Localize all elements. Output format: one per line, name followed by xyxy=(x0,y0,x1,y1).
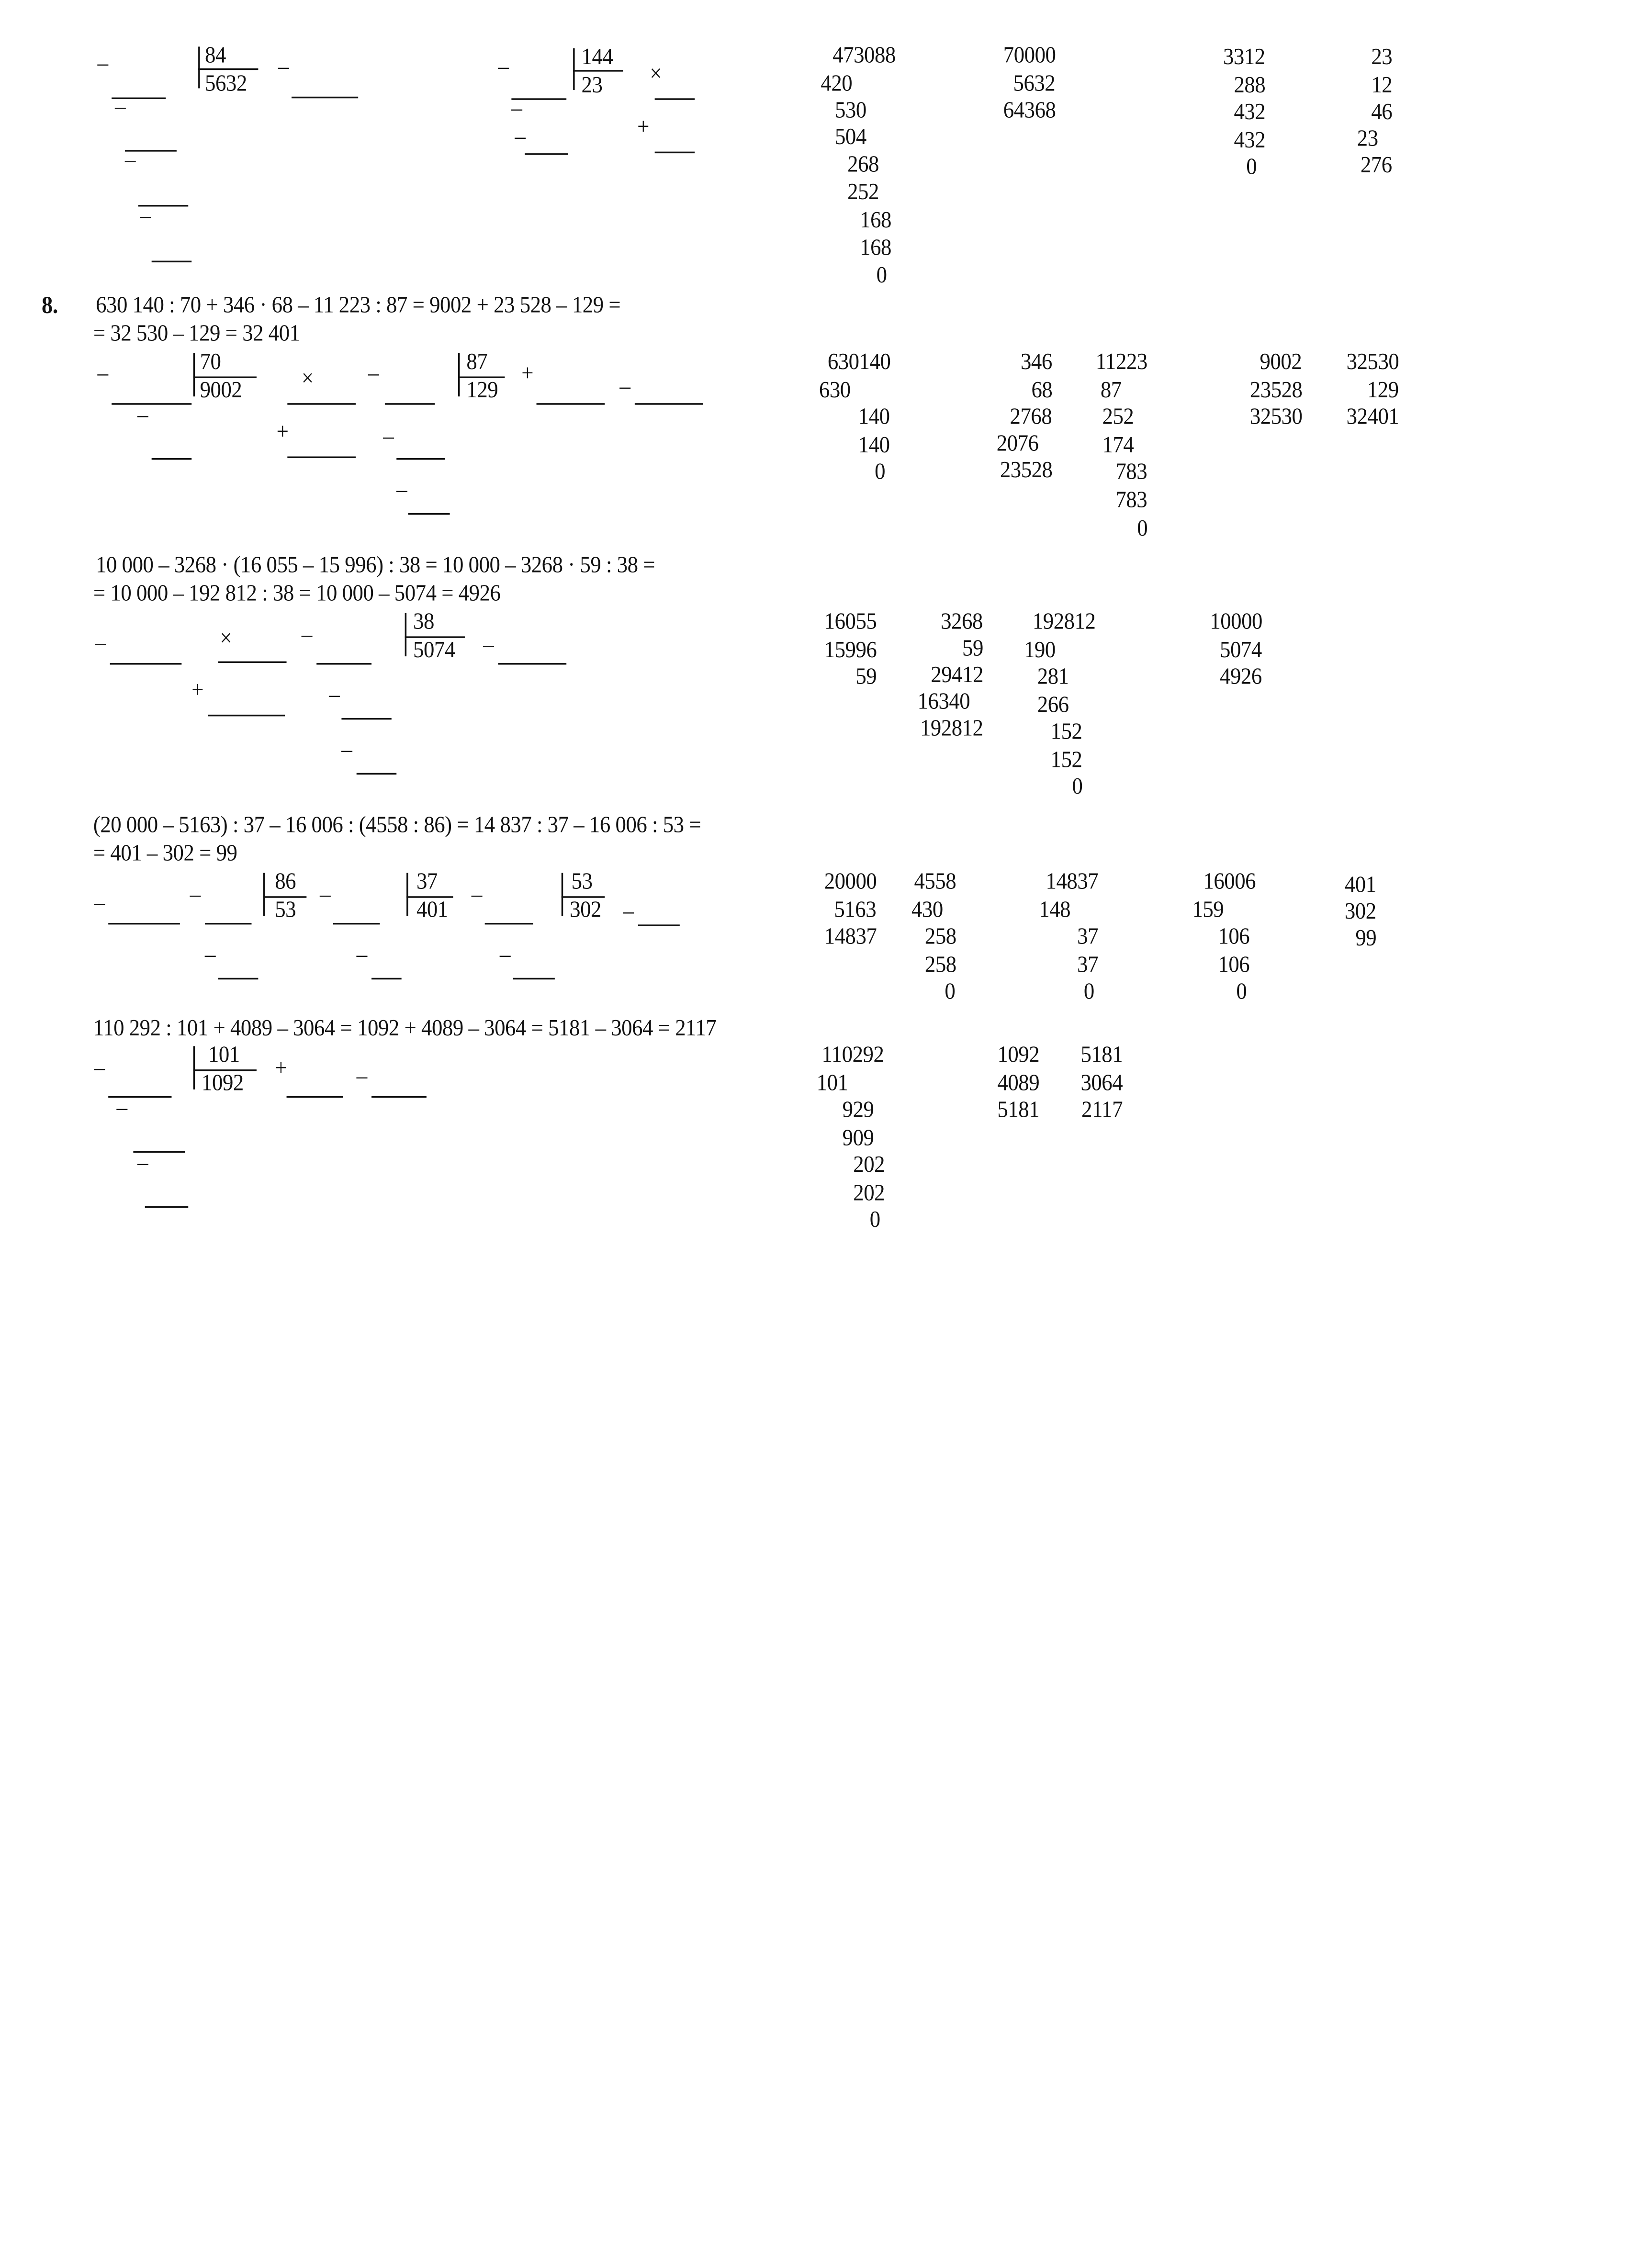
operator-sign: _ xyxy=(356,1055,367,1081)
digit-row: 5632 xyxy=(1013,70,1056,97)
rule-line xyxy=(316,663,371,664)
operator-sign: _ xyxy=(137,394,148,420)
digit-row: 0 xyxy=(1083,978,1094,1005)
operator-sign: _ xyxy=(125,139,135,165)
operator-sign: + xyxy=(276,419,289,445)
rule-line xyxy=(408,513,450,515)
digit-row: 106 xyxy=(1218,923,1250,950)
digit-row: 0 xyxy=(1236,978,1247,1005)
digit-row: 110292 xyxy=(821,1042,884,1068)
operator-sign: × xyxy=(220,625,232,651)
digit-row: 59 xyxy=(855,663,877,690)
digit-row: 11223 xyxy=(1095,349,1147,375)
digit-row: 101 xyxy=(816,1070,848,1096)
division-bar xyxy=(458,353,460,396)
digit-row: 288 xyxy=(1234,72,1266,99)
division-bar xyxy=(198,46,200,88)
step: 168 xyxy=(860,207,892,234)
digit-row: 192812 xyxy=(920,715,983,741)
digit-row: 32530 xyxy=(1346,349,1399,375)
expression-line: 110 292 : 101 + 4089 – 3064 = 1092 + 4089 – 3064 = 5181 – 3064 = 2117 xyxy=(93,1015,717,1041)
step: 504 xyxy=(835,124,867,150)
step: 168 xyxy=(860,235,892,261)
digit-row: 630 xyxy=(819,377,851,404)
division-bar xyxy=(193,353,195,396)
step: 268 xyxy=(847,151,879,178)
digit-row: 281 xyxy=(1037,663,1069,690)
division-bar xyxy=(573,48,574,90)
rule-line xyxy=(485,923,533,924)
rule-line xyxy=(108,923,180,924)
rule-line xyxy=(287,457,356,458)
operator-sign: _ xyxy=(95,622,106,648)
digit-row: 302 xyxy=(570,897,601,923)
divisor: 84 xyxy=(205,42,226,68)
digit-row: 276 xyxy=(1361,152,1392,179)
expression-line: 10 000 – 3268 · (16 055 – 15 996) : 38 = 10 000 – 3268 · 59 : 38 = xyxy=(96,552,655,578)
step: 252 xyxy=(847,179,879,205)
operator-sign: + xyxy=(191,677,204,703)
rule-line xyxy=(341,718,391,719)
digit-row: 64368 xyxy=(1003,97,1056,124)
divisor-line xyxy=(198,68,258,70)
digit-row: 783 xyxy=(1115,487,1147,513)
operator-sign: _ xyxy=(278,45,289,72)
operator-sign: _ xyxy=(623,890,634,916)
rule-line xyxy=(208,715,285,716)
digit-row: 29412 xyxy=(930,662,983,688)
digit-row: 5074 xyxy=(413,637,455,663)
operator-sign: _ xyxy=(619,365,630,392)
operator-sign: _ xyxy=(515,115,526,142)
digit-row: 430 xyxy=(911,897,944,923)
digit-row: 46 xyxy=(1371,99,1392,125)
rule-line xyxy=(218,978,259,979)
operator-sign: + xyxy=(521,360,534,387)
rule-line xyxy=(287,1096,343,1098)
digit-row: 37 xyxy=(1077,923,1098,950)
digit-row: 12 xyxy=(1371,72,1392,99)
rule-line xyxy=(292,97,358,98)
digit-row: 202 xyxy=(853,1152,885,1178)
digit-row: 4558 xyxy=(914,868,956,895)
digit-row: 346 xyxy=(1021,349,1053,375)
operator-sign: _ xyxy=(511,87,522,113)
digit-row: 909 xyxy=(842,1125,874,1151)
rule-line xyxy=(655,98,695,100)
operator-sign: _ xyxy=(94,882,105,908)
digit-row: 1092 xyxy=(998,1042,1040,1068)
division-bar xyxy=(263,873,265,916)
digit-row: 9002 xyxy=(1260,349,1303,375)
problem-number: 8. xyxy=(42,292,58,319)
operator-sign: + xyxy=(275,1055,287,1081)
rule-line xyxy=(152,458,192,460)
digit-row: 87 xyxy=(1100,377,1122,404)
operator-sign: _ xyxy=(356,933,367,960)
expression-line: = 10 000 – 192 812 : 38 = 10 000 – 5074 = 4926 xyxy=(93,580,501,606)
operator-sign: _ xyxy=(383,415,394,442)
rule-line xyxy=(525,153,568,155)
digit-row: 59 xyxy=(962,635,983,662)
digit-row: 23 xyxy=(1371,44,1392,70)
digit-row: 9002 xyxy=(200,377,242,404)
operator-sign: _ xyxy=(97,352,108,378)
rule-line xyxy=(655,152,695,153)
digit-row: 86 xyxy=(275,868,296,895)
operator-sign: _ xyxy=(115,86,126,112)
digit-row: 70000 xyxy=(1003,42,1056,68)
digit-row: 16340 xyxy=(917,688,970,715)
digit-row: 432 xyxy=(1234,127,1266,154)
operator-sign: _ xyxy=(140,195,151,221)
operator-sign: _ xyxy=(500,933,510,960)
digit-row: 152 xyxy=(1050,747,1082,773)
digit-row: 4089 xyxy=(998,1070,1040,1096)
digit-row: 23 xyxy=(1357,125,1378,152)
digit-row: 0 xyxy=(874,459,885,485)
digit-row: 4926 xyxy=(1220,663,1262,690)
rule-line xyxy=(396,458,445,460)
digit-row: 10000 xyxy=(1209,608,1262,635)
rule-line xyxy=(145,1206,188,1208)
digit-row: 20000 xyxy=(824,868,877,895)
digit-row: 783 xyxy=(1115,459,1147,485)
digit-row: 0 xyxy=(1136,516,1147,541)
digit-row: 37 xyxy=(416,868,438,895)
dividend: 473088 xyxy=(832,42,896,68)
digit-row: 87 xyxy=(466,349,488,375)
operator-sign: _ xyxy=(205,933,215,960)
digit-row: 14837 xyxy=(824,923,877,950)
rule-line xyxy=(110,663,182,664)
operator-sign: × xyxy=(650,61,662,87)
operator-sign: × xyxy=(301,365,314,392)
digit-row: 15996 xyxy=(824,637,877,663)
operator-sign: + xyxy=(637,114,649,140)
digit-row: 14837 xyxy=(1046,868,1098,895)
digit-row: 70 xyxy=(200,349,221,375)
digit-row: 2768 xyxy=(1010,404,1053,430)
digit-row: 5181 xyxy=(1081,1042,1123,1068)
digit-row: 99 xyxy=(1355,925,1376,952)
operator-sign: _ xyxy=(137,1142,148,1168)
remainder: 0 xyxy=(876,262,887,289)
rule-line xyxy=(152,261,192,262)
digit-row: 2076 xyxy=(997,430,1039,457)
rule-line xyxy=(333,923,380,924)
division-bar xyxy=(405,613,406,656)
digit-row: 101 xyxy=(208,1042,240,1068)
digit-row: 302 xyxy=(1345,898,1376,925)
digit-row: 140 xyxy=(858,404,890,430)
rule-line xyxy=(112,403,191,404)
digit-row: 32530 xyxy=(1249,404,1303,430)
digit-row: 23528 xyxy=(1000,457,1053,483)
rule-line xyxy=(635,403,703,404)
operator-sign: _ xyxy=(190,874,201,900)
digit-row: 152 xyxy=(1050,719,1082,745)
rule-line xyxy=(371,1096,427,1098)
digit-row: 159 xyxy=(1192,897,1224,923)
digit-row: 38 xyxy=(413,608,434,635)
division-bar xyxy=(562,873,563,916)
digit-row: 3268 xyxy=(941,608,983,635)
rule-line xyxy=(498,663,567,664)
digit-row: 401 xyxy=(1345,872,1376,898)
digit-row: 37 xyxy=(1077,952,1098,978)
digit-row: 202 xyxy=(853,1180,885,1206)
digit-row: 0 xyxy=(944,978,955,1005)
digit-row: 32401 xyxy=(1346,404,1399,430)
operator-sign: _ xyxy=(94,1047,105,1073)
digit-row: 0 xyxy=(869,1207,880,1233)
rule-line xyxy=(573,70,623,71)
expression-line: = 32 530 – 129 = 32 401 xyxy=(93,320,300,347)
rule-line xyxy=(513,978,555,979)
division-bar xyxy=(193,1046,195,1089)
digit-row: 0 xyxy=(1246,154,1257,180)
step: 530 xyxy=(835,97,867,124)
quotient: 5632 xyxy=(205,70,247,97)
operator-sign: _ xyxy=(396,469,407,495)
division-bar xyxy=(406,873,408,916)
digit-row: 129 xyxy=(466,377,498,404)
digit-row: 3312 xyxy=(1223,44,1266,70)
digit-row: 5074 xyxy=(1220,637,1262,663)
digit-row: 106 xyxy=(1218,952,1250,978)
operator-sign: _ xyxy=(368,352,379,378)
digit-row: 258 xyxy=(925,952,956,978)
rule-line xyxy=(205,923,251,924)
digit-row: 2117 xyxy=(1081,1097,1123,1123)
step: 420 xyxy=(821,70,853,97)
operator-sign: _ xyxy=(116,1087,127,1113)
operator-sign: _ xyxy=(320,874,331,900)
operator-sign: _ xyxy=(329,674,340,700)
digit-row: 16055 xyxy=(824,608,877,635)
digit-row: 129 xyxy=(1367,377,1399,404)
digit-row: 140 xyxy=(858,432,890,458)
digit-row: 5181 xyxy=(998,1097,1040,1123)
rule-line xyxy=(638,924,680,926)
operator-sign: _ xyxy=(301,614,312,640)
digit-row: 144 xyxy=(581,44,613,70)
expression-line: (20 000 – 5163) : 37 – 16 006 : (4558 : 86) = 14 837 : 37 – 16 006 : 53 = xyxy=(93,812,701,838)
digit-row: 266 xyxy=(1037,692,1069,718)
expression-line: 630 140 : 70 + 346 · 68 – 11 223 : 87 = 9002 + 23 528 – 129 = xyxy=(96,292,621,318)
digit-row: 1092 xyxy=(202,1070,244,1096)
digit-row: 23 xyxy=(581,72,603,99)
digit-row: 23528 xyxy=(1249,377,1303,404)
operator-sign: _ xyxy=(471,874,482,900)
digit-row: 252 xyxy=(1102,404,1134,430)
digit-row: 16006 xyxy=(1203,868,1256,895)
rule-line xyxy=(537,403,605,404)
expression-line: = 401 – 302 = 99 xyxy=(93,840,237,866)
digit-row: 174 xyxy=(1102,432,1134,458)
digit-row: 148 xyxy=(1039,897,1071,923)
digit-row: 5163 xyxy=(834,897,877,923)
digit-row: 630140 xyxy=(827,349,891,375)
rule-line xyxy=(218,662,287,663)
operator-sign: _ xyxy=(341,729,352,755)
digit-row: 3064 xyxy=(1081,1070,1123,1096)
digit-row: 432 xyxy=(1234,99,1266,125)
digit-row: 401 xyxy=(416,897,448,923)
rule-line xyxy=(357,773,397,775)
minus-sign: _ xyxy=(97,42,108,68)
digit-row: 929 xyxy=(842,1097,874,1123)
digit-row: 0 xyxy=(1071,774,1082,800)
digit-row: 192812 xyxy=(1032,608,1096,635)
operator-sign: _ xyxy=(483,624,494,650)
rule-line xyxy=(385,403,435,404)
digit-row: 53 xyxy=(275,897,296,923)
rule-line xyxy=(371,978,402,979)
rule-line xyxy=(287,403,356,404)
operator-sign: _ xyxy=(498,45,509,72)
digit-row: 68 xyxy=(1031,377,1053,404)
digit-row: 53 xyxy=(571,868,593,895)
digit-row: 258 xyxy=(925,923,956,950)
digit-row: 190 xyxy=(1024,637,1056,663)
